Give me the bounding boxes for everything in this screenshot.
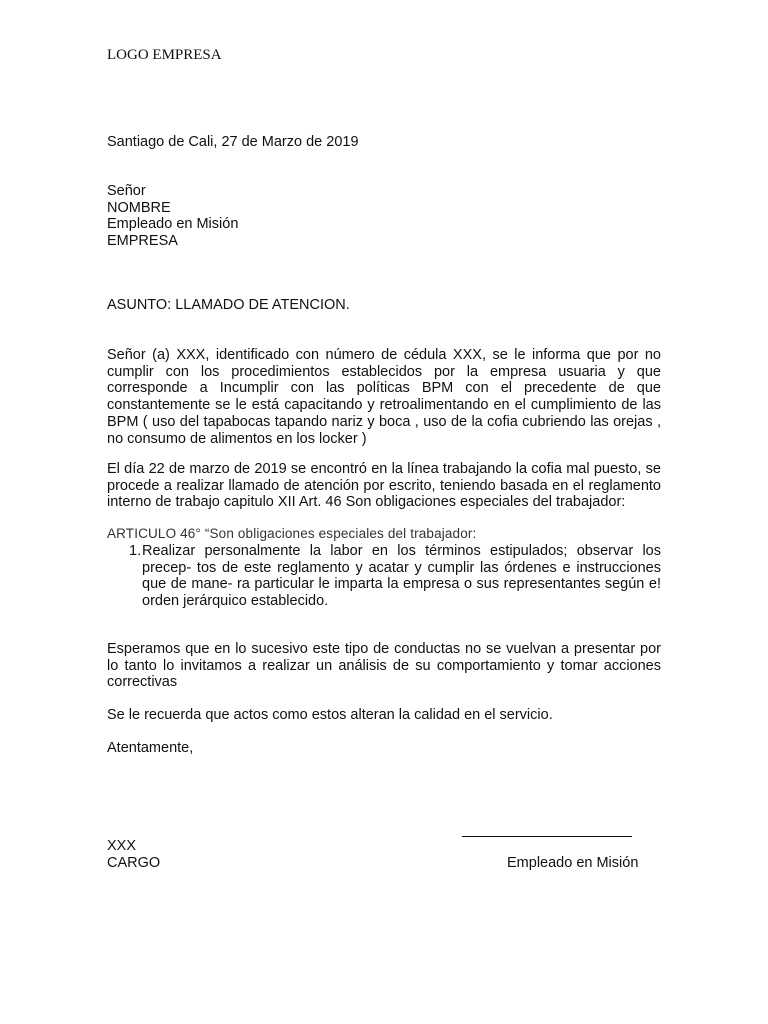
signature-left xyxy=(107,838,160,871)
article-list xyxy=(107,543,661,610)
body-paragraph-2: El día 22 de marzo de 2019 se encontró en la línea trabajando la cofia mal puesto, se procede a realizar llamado de atención por escrito, teniendo basada en el reglamento interno de trabajo capitulo XII Art. 46 Son obligaciones especiales del trabajador: xyxy=(107,461,661,511)
list-item xyxy=(107,543,661,610)
body-paragraph-1: Señor (a) XXX, identificado con número de cédula XXX, se le informa que por no cumplir con los procedimientos establecidos por la empresa usuaria y que corresponde a Incumplir con las políticas BPM con el precedente de que constantemente se le está capacitando y retroalimentando en el cumplimiento de las BPM ( uso del tapabocas tapando nariz y boca , uso de la cofia cubriendo las orejas , no consumo de alimentos en los locker ) xyxy=(107,347,661,447)
recipient-salutation: Señor xyxy=(107,183,146,199)
closing-line: Atentamente, xyxy=(107,740,194,756)
recipient-name: NOMBRE xyxy=(107,199,171,216)
recipient-role: Empleado en Misión xyxy=(107,216,239,233)
place-date: Santiago de Cali, 27 de Marzo de 2019 xyxy=(107,134,359,150)
subject-line: ASUNTO: LLAMADO DE ATENCION. xyxy=(107,297,350,313)
company-logo-placeholder: LOGO EMPRESA xyxy=(107,47,222,63)
list-item-text: Realizar personalmente la labor en los términos estipulados; observar los precep- tos de este reglamento y acatar y cumplir las órdenes e instrucciones que de mane- ra particular le imparta la empresa o sus representantes según e! orden jerárquico establecido. xyxy=(142,543,661,610)
recipient-company: EMPRESA xyxy=(107,233,178,250)
signature-right-label: Empleado en Misión xyxy=(507,855,639,871)
body-paragraph-3: Esperamos que en lo sucesivo este tipo de conductas no se vuelvan a presentar por lo tanto lo invitamos a realizar un análisis de su comportamiento y tomar acciones correctivas xyxy=(107,641,661,691)
recipient-block xyxy=(107,183,238,250)
list-item-number: 1. xyxy=(129,543,142,559)
signature-line xyxy=(462,836,632,837)
signer-name: XXX xyxy=(107,838,137,854)
signer-title: CARGO xyxy=(107,854,161,871)
body-paragraph-4: Se le recuerda que actos como estos alteran la calidad en el servicio. xyxy=(107,707,553,723)
article-title: ARTICULO 46° “Son obligaciones especiales del trabajador: xyxy=(107,526,477,541)
